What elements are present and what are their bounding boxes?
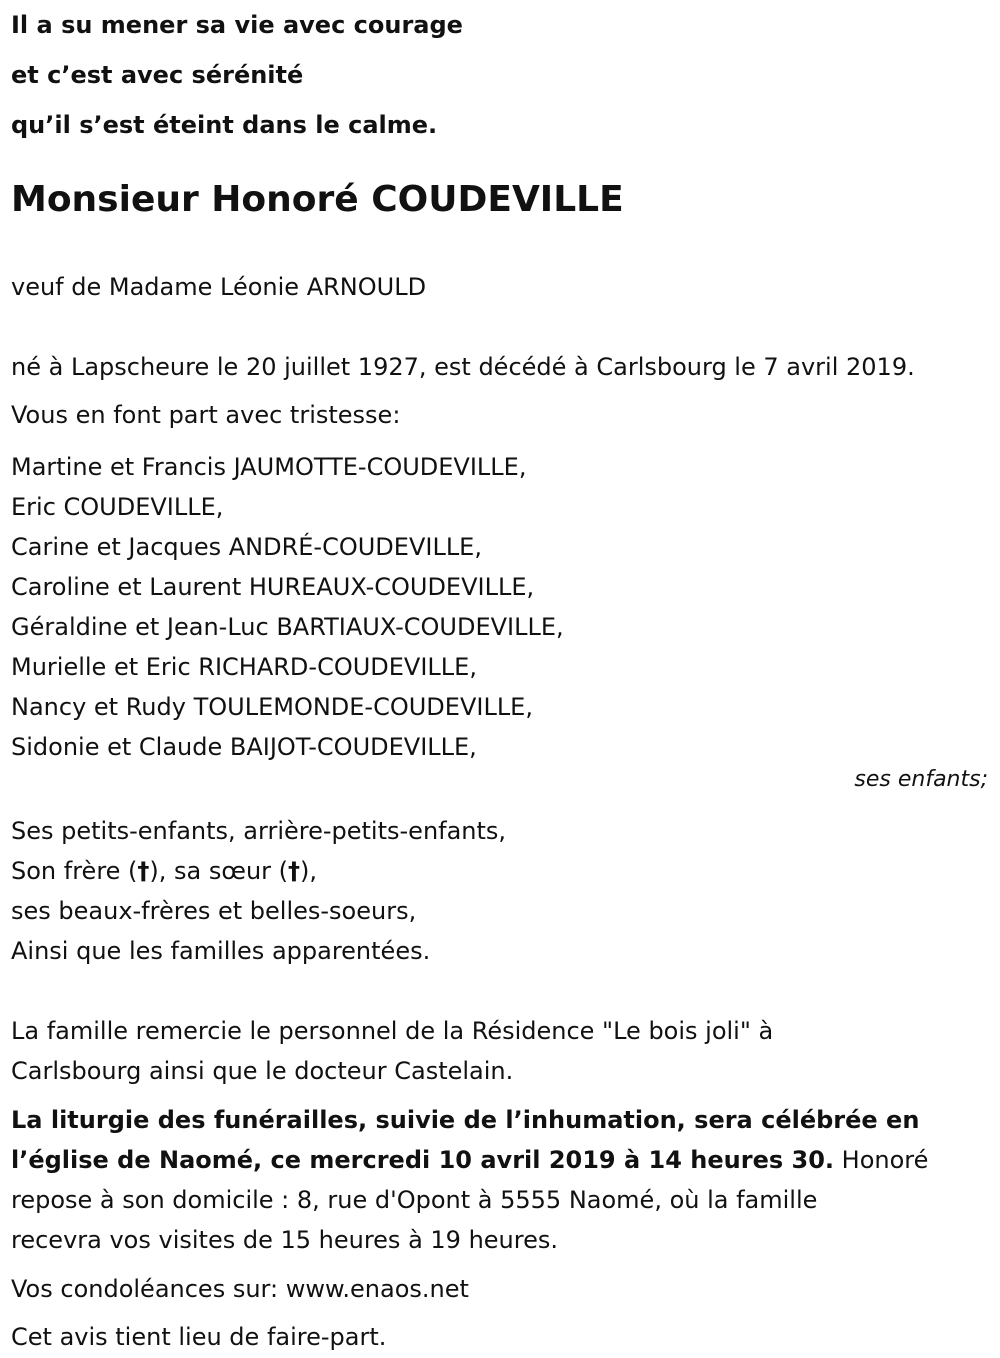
siblings-text-b: ), sa sœur ( [149, 857, 289, 885]
thanks-line-2: Carlsbourg ainsi que le docteur Castelain. [11, 1057, 514, 1085]
funeral-paragraph [11, 1100, 1000, 1260]
families-line: Ainsi que les familles apparentées. [11, 937, 431, 965]
child-entry: Martine et Francis JAUMOTTE-COUDEVILLE, [11, 453, 527, 481]
children-list [11, 447, 1000, 767]
siblings-text-c: ), [300, 857, 318, 885]
cross-icon: † [137, 857, 150, 885]
child-entry: Murielle et Eric RICHARD-COUDEVILLE, [11, 653, 477, 681]
condolences-line: Vos condoléances sur: www.enaos.net [11, 1275, 469, 1303]
funeral-line-4: recevra vos visites de 15 heures à 19 heures. [11, 1226, 558, 1254]
announce-line: Vous en font part avec tristesse: [11, 401, 401, 429]
other-relatives [11, 811, 1000, 971]
siblings-text-a: Son frère ( [11, 857, 138, 885]
siblings-line [11, 851, 1000, 891]
child-entry: Géraldine et Jean-Luc BARTIAUX-COUDEVILLE, [11, 613, 564, 641]
child-entry: Eric COUDEVILLE, [11, 493, 224, 521]
intro-line-1: Il a su mener sa vie avec courage [11, 11, 463, 39]
thanks-paragraph [11, 1011, 1000, 1091]
funeral-normal-2: Honoré [834, 1146, 929, 1174]
child-entry: Nancy et Rudy TOULEMONDE-COUDEVILLE, [11, 693, 533, 721]
widower-line: veuf de Madame Léonie ARNOULD [11, 273, 427, 301]
deceased-name: Monsieur Honoré COUDEVILLE [11, 179, 624, 220]
in-laws-line: ses beaux-frères et belles-soeurs, [11, 897, 417, 925]
child-entry: Carine et Jacques ANDRÉ-COUDEVILLE, [11, 533, 482, 561]
children-role-label: ses enfants; [854, 767, 988, 792]
funeral-line-2 [11, 1140, 1000, 1180]
intro-verse [11, 0, 1000, 150]
funeral-bold-1: La liturgie des funérailles, suivie de l’inhumation, sera célébrée en [11, 1106, 920, 1134]
thanks-line-1: La famille remercie le personnel de la Résidence "Le bois joli" à [11, 1017, 774, 1045]
funeral-line-3: repose à son domicile : 8, rue d'Opont à 5555 Naomé, où la famille [11, 1186, 818, 1214]
child-entry: Caroline et Laurent HUREAUX-COUDEVILLE, [11, 573, 535, 601]
funeral-line-1 [11, 1100, 1000, 1140]
intro-line-3: qu’il s’est éteint dans le calme. [11, 111, 438, 139]
funeral-bold-2: l’église de Naomé, ce mercredi 10 avril 2019 à 14 heures 30. [11, 1146, 835, 1174]
birth-death-line: né à Lapscheure le 20 juillet 1927, est décédé à Carlsbourg le 7 avril 2019. [11, 353, 915, 381]
faire-part-line: Cet avis tient lieu de faire-part. [11, 1323, 387, 1351]
child-entry: Sidonie et Claude BAIJOT-COUDEVILLE, [11, 733, 477, 761]
cross-icon: † [288, 857, 301, 885]
intro-line-2: et c’est avec sérénité [11, 61, 304, 89]
grandchildren-line: Ses petits-enfants, arrière-petits-enfants, [11, 817, 507, 845]
